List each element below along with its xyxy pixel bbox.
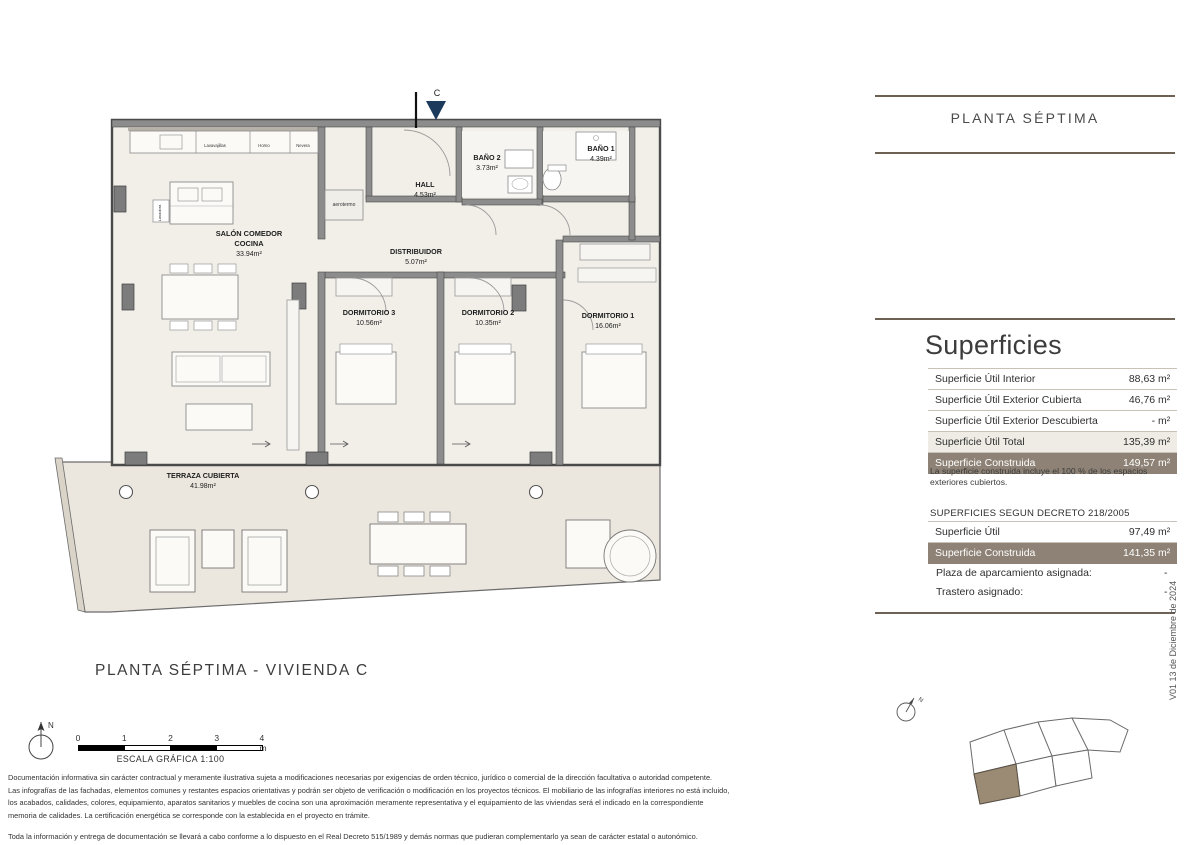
- footer-line-2: Las infografías de las fachadas, elementos comunes y restantes espacios orientativas y podrán ser objeto de verificación o modificación en los proyectos técnicos. El mobiliario de las infografías interiores no está incluido,: [8, 785, 730, 795]
- scale-tick-1: 1: [121, 733, 127, 743]
- svg-text:N: N: [916, 696, 924, 705]
- table-row: Superficie Útil Exterior Descubierta - m²: [928, 411, 1177, 432]
- legal-footer: [8, 773, 868, 845]
- label-lavadora: Lavadora: [157, 204, 162, 222]
- rule-top: [875, 95, 1175, 97]
- room-area-distribuidor: 5.07m²: [405, 259, 427, 266]
- room-label-bano2: BAÑO 2: [473, 153, 501, 162]
- parking-value: -: [1164, 567, 1168, 579]
- rule-under-floor-title: [875, 152, 1175, 154]
- footer-last-line: Toda la información y entrega de documentación se llevará a cabo conforme a lo dispuesto en el Real Decreto 515/1989 y demás normas que pudieran complementarlo ya sean de carácter estatal o autonómico.: [8, 831, 698, 841]
- scale-bar: [75, 733, 267, 764]
- storage-value: -: [1164, 586, 1168, 598]
- table-row: Superficie Construida 141,35 m²: [928, 543, 1177, 564]
- room-area-dorm3: 10.56m²: [356, 320, 382, 327]
- decree-title: SUPERFICIES SEGUN DECRETO 218/2005: [930, 508, 1130, 519]
- scale-bar-graphic: [78, 745, 263, 751]
- room-area-bano2: 3.73m²: [476, 165, 498, 172]
- room-area-dorm2: 10.35m²: [475, 320, 501, 327]
- storage-label: Trastero asignado:: [936, 586, 1024, 598]
- room-label-distribuidor: DISTRIBUIDOR: [390, 247, 442, 256]
- room-label-cocina: COCINA: [234, 239, 264, 248]
- room-area-dorm1: 16.06m²: [595, 323, 621, 330]
- table-row: Superficie Útil 97,49 m²: [928, 522, 1177, 543]
- room-label-dorm2: DORMITORIO 2: [461, 308, 515, 317]
- room-area-terraza: 41.98m²: [190, 483, 216, 490]
- compass-rose: [20, 718, 62, 766]
- room-label-salon: SALÓN COMEDOR: [215, 229, 283, 238]
- plan-caption: PLANTA SÉPTIMA - VIVIENDA C: [95, 662, 369, 679]
- footer-line-3: los acabados, calidades, colores, equipamiento, aparatos sanitarios y muebles de cocina son una aproximación meramente representativa y el equipamiento de las viviendas será el indicado en la correspondiente: [8, 798, 704, 808]
- compass-north-letter: N: [48, 721, 54, 730]
- room-label-bano1: BAÑO 1: [587, 144, 615, 153]
- label-nevera: Nevera: [296, 143, 310, 148]
- table-row: Superficie Construida 149,57 m²: [928, 453, 1177, 474]
- surfaces-note: La superficie construida incluye el 100 % de los espacios exteriores cubiertos.: [930, 466, 1148, 487]
- room-label-dorm1: DORMITORIO 1: [581, 311, 635, 320]
- table-row: Superficie Útil Exterior Cubierta 46,76 m²: [928, 390, 1177, 411]
- parking-assignment: [936, 567, 1176, 579]
- superficies-heading: Superficies: [925, 330, 1062, 360]
- keyplan-diagram: [960, 700, 1150, 820]
- footer-line-4: memoria de calidades. La certificación energética se corresponde con la establecida en el proyecto en trámite.: [8, 811, 370, 821]
- rule-bottom: [875, 612, 1175, 614]
- room-label-hall: HALL: [415, 180, 435, 189]
- room-label-dorm3: DORMITORIO 3: [342, 308, 396, 317]
- label-horno: Horno: [258, 143, 270, 148]
- scale-tick-3: 3: [214, 733, 220, 743]
- label-lavavajillas: Lavavajillas: [204, 143, 226, 148]
- label-aerotermo: aerotermo: [332, 202, 356, 208]
- bathroom-fittings: [462, 131, 629, 197]
- storage-assignment: [936, 586, 1176, 598]
- terrace-area: [55, 458, 660, 612]
- room-area-salon: 33.94m²: [236, 251, 262, 258]
- footer-line-1: Documentación informativa sin carácter contractual y meramente ilustrativa sujeta a modificaciones necesarias por exigencias de orden técnico, jurídico o comercial de la dirección facultativa o autoridad competente.: [8, 773, 713, 782]
- section-letter: C: [433, 88, 441, 98]
- decree-table: [928, 521, 1177, 564]
- room-area-bano1: 4.39m²: [590, 156, 612, 163]
- scale-tick-4: 4 m: [259, 733, 267, 753]
- rule-above-superficies: [875, 318, 1175, 320]
- version-date: V01 13 de Diciembre de 2024: [1168, 580, 1178, 700]
- scale-label: ESCALA GRÁFICA 1:100: [116, 754, 225, 764]
- room-label-terraza: TERRAZA CUBIERTA: [166, 471, 240, 480]
- scale-tick-2: 2: [168, 733, 173, 743]
- room-area-hall: 4.53m²: [414, 192, 436, 199]
- table-row: Superficie Útil Total 135,39 m²: [928, 432, 1177, 453]
- floor-title: PLANTA SÉPTIMA: [950, 110, 1100, 126]
- table-row: Superficie Útil Interior 88,63 m²: [928, 369, 1177, 390]
- parking-label: Plaza de aparcamiento asignada:: [936, 567, 1092, 579]
- surfaces-table: [928, 368, 1177, 474]
- scale-tick-0: 0: [75, 733, 81, 743]
- keyplan-north-icon: [890, 690, 930, 730]
